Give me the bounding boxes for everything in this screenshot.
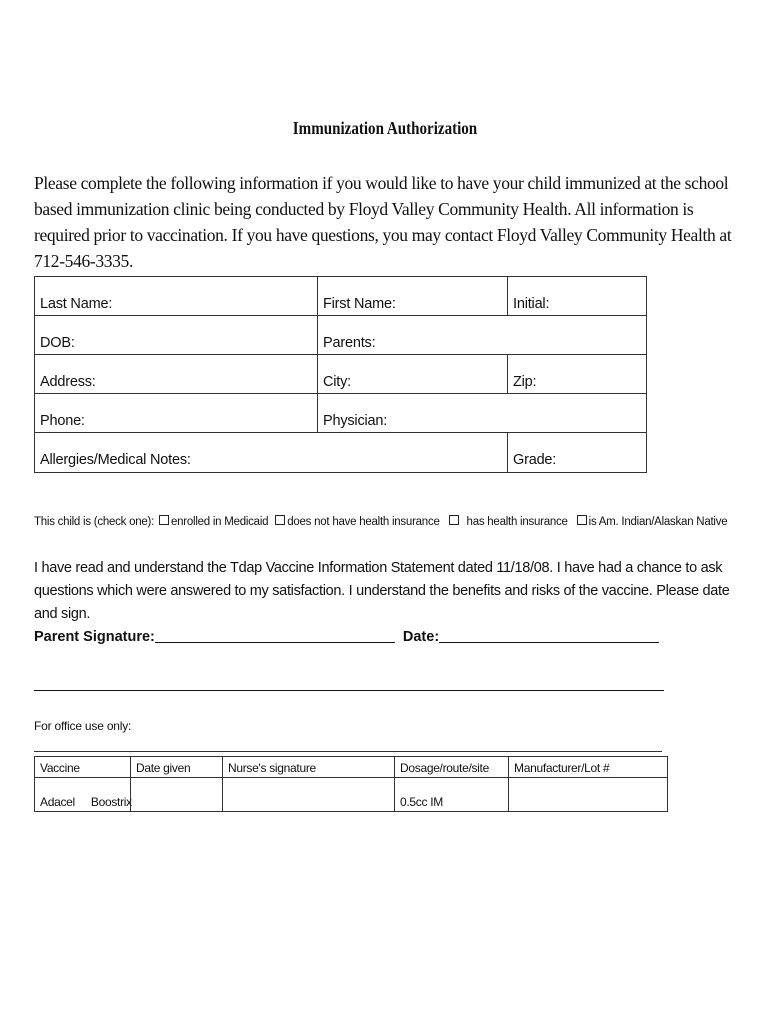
parents-label: Parents: (323, 335, 376, 351)
intro-paragraph: Please complete the following information if you would like to have your child immunized at the school based immunization clinic being conducted by Floyd Valley Community Health. All information is required prior to vaccination. If you have questions, you may contact Floyd Valley Community Health at 712-546-3335. (34, 173, 732, 271)
zip-field[interactable] (507, 355, 646, 393)
address-field[interactable] (35, 355, 317, 393)
form-title: Immunization Authorization (292, 118, 478, 138)
city-field[interactable] (317, 355, 507, 393)
allergies-field[interactable] (35, 433, 507, 473)
medicaid-checkbox[interactable] (159, 515, 169, 525)
header-date-given: Date given (130, 757, 222, 777)
dob-field[interactable] (35, 316, 317, 354)
no-insurance-option-label: does not have health insurance (287, 516, 440, 528)
physician-field[interactable] (317, 394, 646, 432)
consent-statement: I have read and understand the Tdap Vaccine Information Statement dated 11/18/08. I have had a chance to ask questions which were answered to my satisfaction. I understand the benefits and risks of the vaccine. Please date and sign. (34, 560, 730, 622)
last-name-field[interactable] (35, 277, 317, 315)
physician-label: Physician: (323, 413, 388, 429)
office-use-table (34, 756, 668, 812)
medicaid-option-label: enrolled in Medicaid (171, 516, 269, 528)
date-field[interactable] (439, 628, 659, 643)
no-insurance-checkbox[interactable] (275, 515, 285, 525)
first-name-field[interactable] (317, 277, 507, 315)
signature-line (34, 628, 659, 645)
initial-field[interactable] (507, 277, 646, 315)
header-manufacturer: Manufacturer/Lot # (508, 757, 667, 777)
city-label: City: (323, 374, 352, 390)
vaccine-cell (35, 778, 130, 811)
last-name-label: Last Name: (40, 296, 113, 312)
has-insurance-checkbox[interactable] (449, 515, 459, 525)
header-dosage: Dosage/route/site (394, 757, 508, 777)
zip-label: Zip: (513, 374, 537, 390)
date-given-cell[interactable] (130, 778, 222, 811)
parent-signature-label: Parent Signature: (34, 629, 155, 645)
info-row-address (35, 355, 646, 394)
allergies-label: Allergies/Medical Notes: (40, 452, 191, 468)
info-row-phone (35, 394, 646, 433)
phone-label: Phone: (40, 413, 85, 429)
parent-signature-field[interactable] (155, 628, 395, 643)
native-option-label: is Am. Indian/Alaskan Native (588, 516, 728, 528)
header-vaccine: Vaccine (40, 761, 80, 775)
date-label: Date: (402, 629, 440, 645)
office-data-row (35, 778, 667, 811)
student-info-table (34, 276, 647, 473)
manufacturer-cell[interactable] (508, 778, 667, 811)
insurance-prompt: This child is (check one): (34, 516, 155, 528)
has-insurance-option-label: has health insurance (466, 516, 568, 528)
info-row-allergies (35, 433, 646, 473)
nurse-signature-cell[interactable] (222, 778, 394, 811)
phone-field[interactable] (35, 394, 317, 432)
office-header-row (35, 757, 667, 778)
initial-label: Initial: (513, 296, 550, 312)
parents-field[interactable] (317, 316, 646, 354)
office-rule (34, 751, 662, 752)
dosage-cell: 0.5cc IM (394, 778, 508, 811)
native-checkbox[interactable] (577, 515, 587, 525)
info-row-dob (35, 316, 646, 355)
info-row-name (35, 277, 646, 316)
signature-rule (34, 690, 664, 691)
grade-label: Grade: (513, 452, 557, 468)
vaccine-boostrix: Boostrix (90, 795, 132, 809)
dob-label: DOB: (40, 335, 75, 351)
address-label: Address: (40, 374, 96, 390)
office-use-label: For office use only: (34, 719, 132, 733)
vaccine-adacel: Adacel (40, 795, 75, 809)
first-name-label: First Name: (323, 296, 396, 312)
grade-field[interactable] (507, 433, 646, 473)
insurance-status-line (34, 515, 727, 528)
header-nurse-signature: Nurse's signature (222, 757, 394, 777)
